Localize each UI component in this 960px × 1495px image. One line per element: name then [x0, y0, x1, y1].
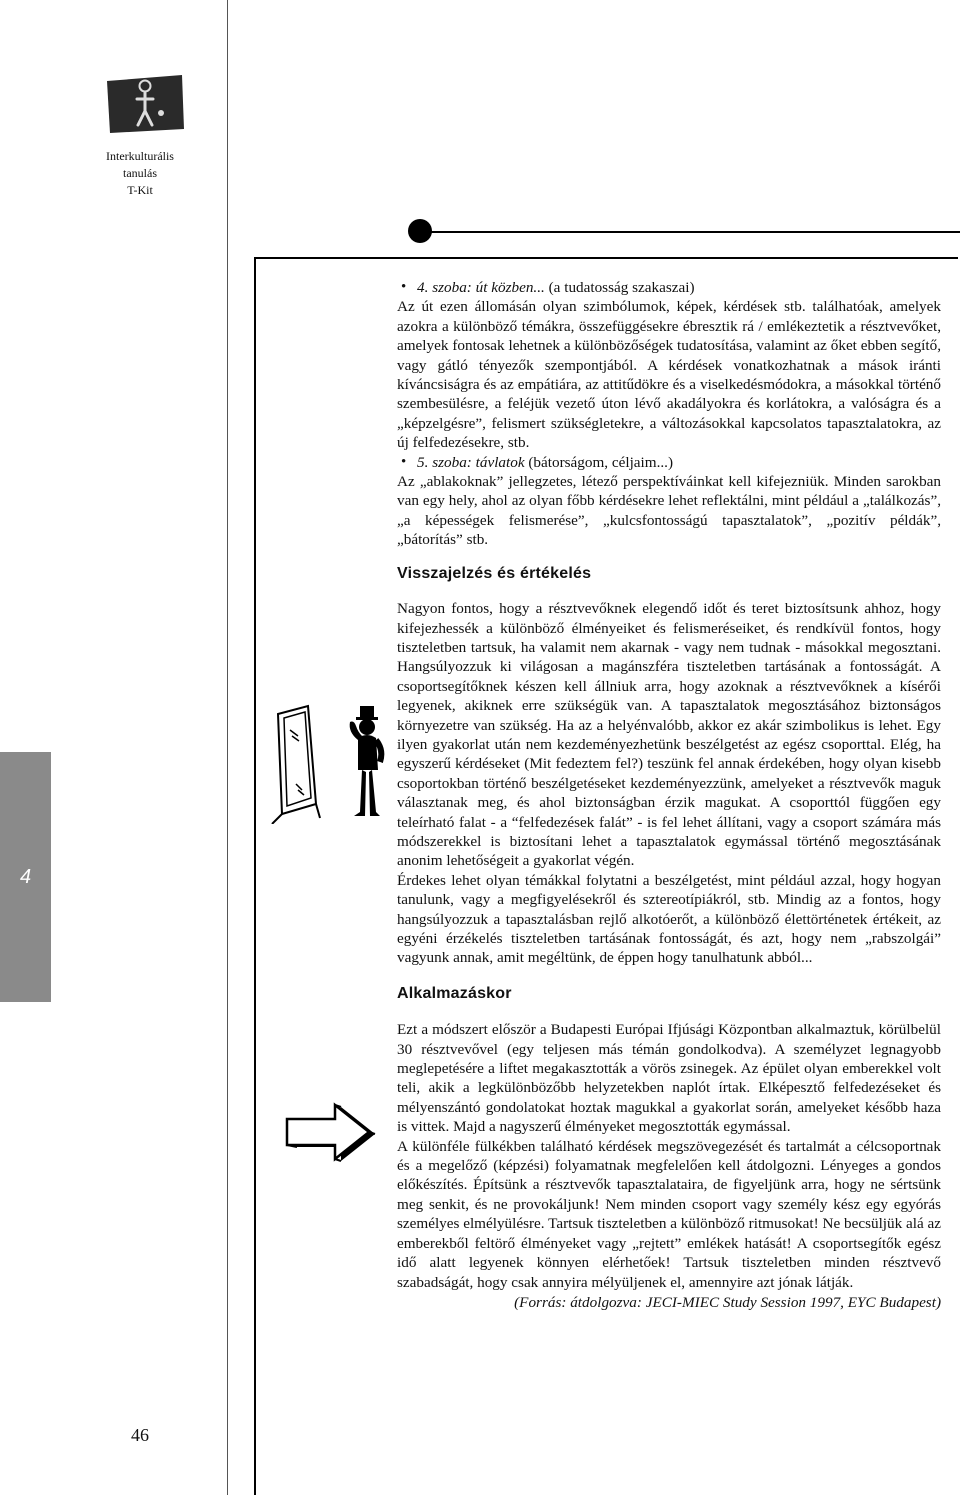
section-title-application: Alkalmazáskor: [397, 984, 512, 1002]
reflection-paragraph-2: Érdekes lehet olyan témákkal folytatni a beszélgetést, mint például azzal, hogy hogyan tanulunk, vagy a megfigyelésekről és sztereotípiákról, stb. Mindig az a fontos, hogy hangsúlyozzuk a tapasztalásban rejlő alkotóerőt, a különböző élettörténetek értékeit, az egyéni érzékelés tiszteletben tartásának fontosságát, és azt, hogy nem „rabszolgái” vagyunk annak, amit megéltünk, de éppen hogy tanulhatunk abból...: [397, 871, 941, 967]
chapter-tab: [0, 752, 51, 1002]
kit-label-line-3: T-Kit: [127, 183, 153, 197]
room5-heading: [397, 453, 941, 472]
chapter-number: 4: [19, 865, 32, 888]
room5-body: Az „ablakoknak” jellegzetes, létező perspektíváinkat kell kifejezniük. Minden sarokban van egy hely, ahol az olyan főbb kérdésekre lehet reflektálni, mint például a „találkozás”, „a képességek felismerése”, „kulcsfontosságú tapasztalatok”, „pozitív példák”, „bátorítás” stb.: [397, 473, 941, 549]
t-kit-logo-icon: [104, 73, 186, 135]
section-title-reflection: Visszajelzés és értékelés: [397, 564, 592, 582]
application-paragraph-2: A különféle fülkékben található kérdések megszövegezését és tartalmát a célcsoportnak és a megelőző (képzési) folyamatnak megfelelően kell átdolgozni. Lényeges a gondos előkészítés. Építsünk a résztvevők tapasztalataira, de figyeljünk arra, hogy ne sértsünk meg senkit, és ne provokáljunk! Nem minden csoport vagy személy kész egy egyórás személyes elmélyülésre. Tartsuk tiszteletben a különböző ritmusokat! Ne becsüljük alá az emberekből feltörő élményeket vagy „rejtett” emlékek hatását! A csoportsegítők egész idő alatt legyenek könnyen elérhetőek! Tartsuk tiszteletben minden résztvevő szabadságát, hogy csak annyira mélyüljenek el, amennyire azt jónak látják.: [397, 1137, 941, 1291]
mirror-figure-icon: [268, 700, 392, 824]
header-rule: [420, 231, 960, 233]
reflection-paragraph-1: Nagyon fontos, hogy a résztvevőknek elegendő időt és teret biztosítsunk ahhoz, hogy kifejezhessék a különböző élményeiket és felismeréseiket, és rendkívül fontos, hogy tiszteletben tartsuk, ha valamit nem akarnak - vagy nem tudnak - másokkal megosztani. Hangsúlyozzuk ki világosan a magánszféra tiszteletben tartásának a fontosságát. A csoportsegítőknek készen kell állniuk arra, hogy azoknak a résztvevőknek a kísérői legyenek, akiknek erre szükségük van. A tapasztalatok megosztásához biztonságos környezetre van szükség. Ha az a helyénvalóbb, akkor ez akár szimbolikus is lehet. Egy ilyen gyakorlat után nem kezdeményezhetünk beszélgetést az egész csoporttal. Elég, ha egyszerű kérdéseket (Mit fedeztem fel?) teszünk fel annak érdekében, hogy olyan kisebb csoportokban történő beszélgetéseket kezdeményezzünk, amelyeket a résztvevők maguk választanak meg, és ahol biztonságban érzik magukat. A csoporttól függően egy teleírható falat - a “felfedezések falát” - is fel lehet állítani, vagy a csoport számára más módszerekkel is biztosítani lehet a tapasztalatok egymással történő megosztásának anonim lehetőségeit a gyakorlat végén.: [397, 600, 941, 870]
kit-label-line-1: Interkulturális: [106, 149, 174, 163]
main-text: [397, 278, 941, 1312]
application-paragraph-1: Ezt a módszert először a Budapesti Európai Ifjúsági Központban alkalmaztuk, körülbelül 30 résztvevővel (egy teljesen más témán gondolkodva). A személyzet legnagyobb meglepetésére a liftet megakasztották a vörös zsinegek. Az épület olyan emberekkel volt teli, akik a legkülönbözőbb helyzetekben naplót írtak. Elképesztő felfedezéseket és mélyenszántó gondolatokat hoztak magukkal a gyakorlat során, amelyeket később haza is vittek. Majd a nagyszerű élményeket megosztották egymással.: [397, 1021, 941, 1136]
margin-divider: [227, 0, 228, 1495]
right-arrow-icon: [283, 1101, 379, 1167]
room5-title: 5. szoba: távlatok: [417, 453, 525, 471]
room4-subtitle: (a tudatosság szakaszai): [544, 279, 695, 296]
source-citation: (Forrás: átdolgozva: JECI-MIEC Study Session 1997, EYC Budapest): [514, 1293, 941, 1311]
kit-label: [84, 148, 196, 199]
page-number: 46: [131, 1425, 149, 1445]
room4-title: 4. szoba: út közben...: [417, 279, 545, 296]
room5-subtitle: (bátorságom, céljaim...): [524, 453, 674, 471]
room4-heading: [397, 278, 941, 297]
kit-label-line-2: tanulás: [123, 166, 157, 180]
room4-body: Az út ezen állomásán olyan szimbólumok, képek, kérdések stb. találhatóak, amelyek azokra a különböző témákra, összefüggésekre ébresztik rá / emlékeztetik a résztvevőket, amelyek fontosak lehetnek a különbözőségek tudatosítása, valamint az őket ebben segítő, vagy gátló tényezők szempontjából. A kérdések vonatkozhatnak a mások iránti kíváncsiságra és az empátiára, az attitűdökre és a viselkedésmódokra, a másokkal történő szembesülésre, a feléjük vezető úton lévő akadályokra és korlátokra, a valóságra és a „képzelgésre”, felismert szükségletekre, a változásokkal kapcsolatos tapasztalatokra, az új felfedezésekre, stb.: [397, 298, 941, 452]
